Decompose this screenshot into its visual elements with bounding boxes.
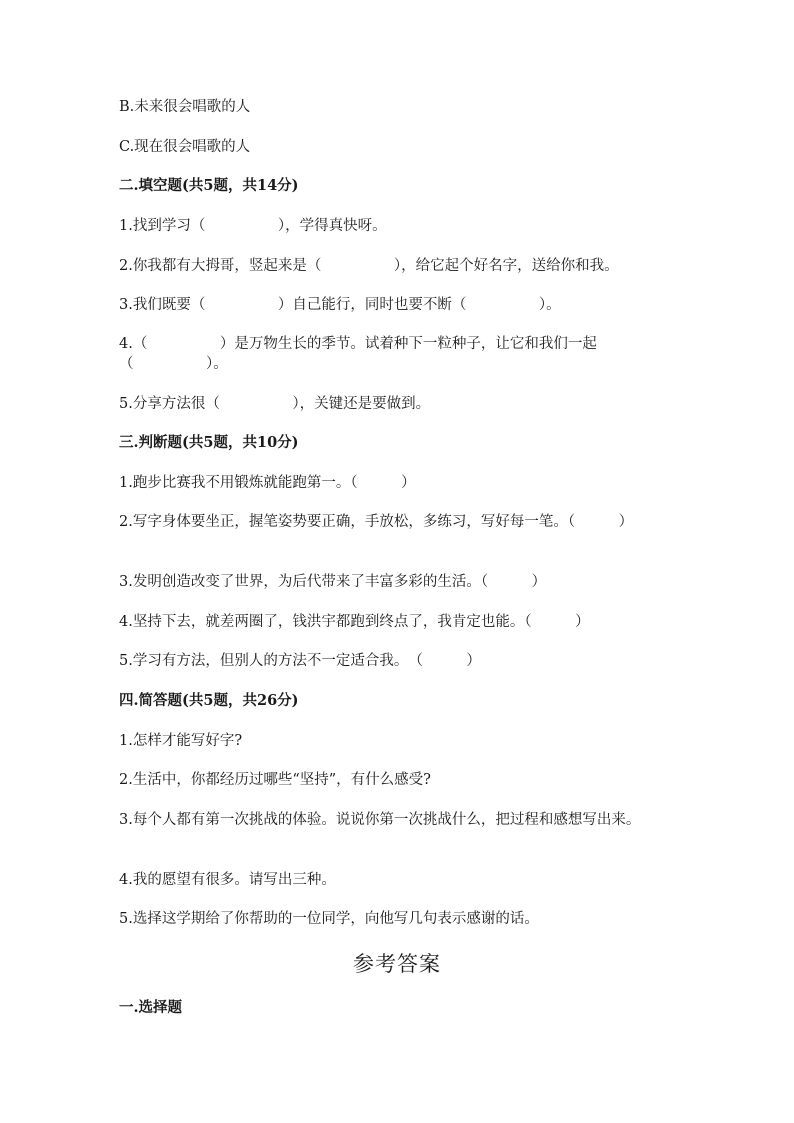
fill-blank-question-5: 5.分享方法很（ ），关键还是要做到。 bbox=[119, 396, 431, 412]
true-false-question-5: 5.学习有方法，但别人的方法不一定适合我。 （ ） bbox=[119, 653, 481, 669]
fill-blank-question-4: 4.（ ）是万物生长的季节。试着种下一粒种子，让它和我们一起（ ）。 bbox=[119, 336, 597, 372]
answer-key-title: 参考答案 bbox=[353, 952, 441, 976]
true-false-question-2: 2.写字身体要坐正，握笔姿势要正确，手放松，多练习，写好每一笔。（ ） bbox=[119, 514, 634, 530]
fill-blank-question-1: 1.找到学习（ ），学得真快呀。 bbox=[119, 218, 387, 234]
short-answer-question-4: 4.我的愿望有很多。请写出三种。 bbox=[119, 872, 336, 888]
answer-section-heading-choice: 一.选择题 bbox=[119, 999, 183, 1016]
fill-blank-question-2: 2.你我都有大拇哥，竖起来是（ ），给它起个好名字，送给你和我。 bbox=[119, 258, 619, 274]
section-heading-true-false: 三.判断题(共5题，共10分) bbox=[119, 434, 299, 451]
short-answer-question-3: 3.每个人都有第一次挑战的体验。说说你第一次挑战什么，把过程和感想写出来。 bbox=[119, 812, 641, 828]
true-false-question-1: 1.跑步比赛我不用锻炼就能跑第一。（ ） bbox=[119, 475, 416, 491]
fill-blank-question-3: 3.我们既要（ ）自己能行，同时也要不断（ ）。 bbox=[119, 297, 561, 313]
short-answer-question-2: 2.生活中，你都经历过哪些“坚持”，有什么感受? bbox=[119, 772, 431, 788]
section-heading-fill-blank: 二.填空题(共5题，共14分) bbox=[119, 177, 299, 194]
short-answer-question-5: 5.选择这学期给了你帮助的一位同学，向他写几句表示感谢的话。 bbox=[119, 911, 539, 927]
choice-option-c: C.现在很会唱歌的人 bbox=[119, 139, 251, 155]
true-false-question-3: 3.发明创造改变了世界，为后代带来了丰富多彩的生活。（ ） bbox=[119, 574, 547, 590]
section-heading-short-answer: 四.简答题(共5题，共26分) bbox=[119, 692, 299, 709]
choice-option-b: B.未来很会唱歌的人 bbox=[119, 99, 251, 115]
short-answer-question-1: 1.怎样才能写好字? bbox=[119, 733, 243, 749]
true-false-question-4: 4.坚持下去，就差两圈了，钱洪宇都跑到终点了，我肯定也能。（ ） bbox=[119, 614, 590, 630]
